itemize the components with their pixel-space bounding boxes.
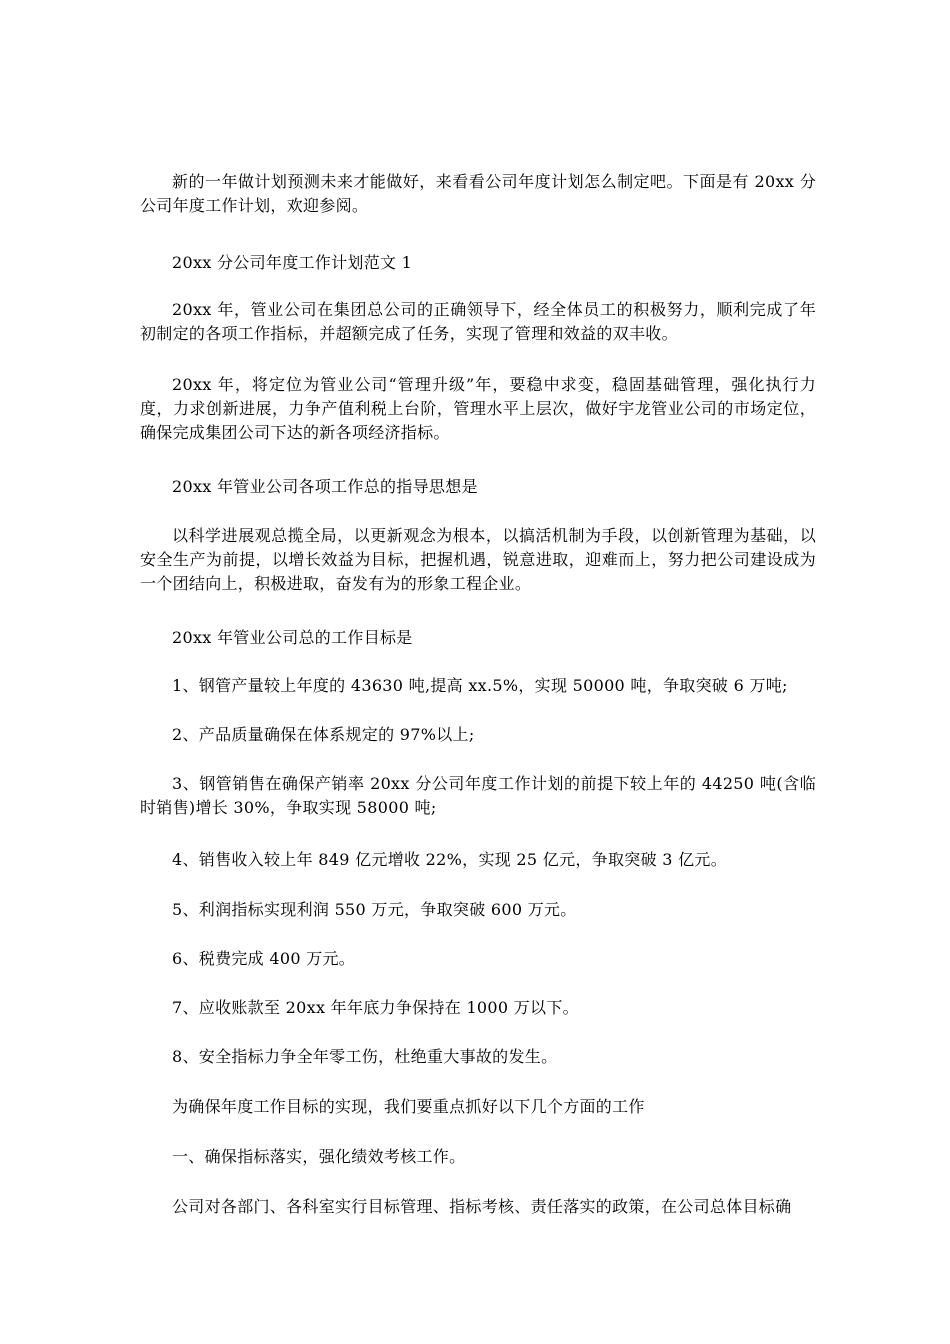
- intro-paragraph: 新的一年做计划预测未来才能做好，来看看公司年度计划怎么制定吧。下面是有 20xx 分公司年度工作计划，欢迎参阅。: [140, 172, 816, 215]
- list-item: 3、钢管销售在确保产销率 20xx 分公司年度工作计划的前提下较上年的 44250 吨(含临时销售)增长 30%，争取实现 58000 吨;: [140, 774, 816, 817]
- body-paragraph: 20xx 年，将定位为管业公司“管理升级”年，要稳中求变，稳固基础管理，强化执行力度，力求创新进展，力争产值利税上台阶，管理水平上层次，做好宇龙管业公司的市场定位，确保完成集团公司下达的新各项经济指标。: [140, 375, 816, 442]
- list-item: 8、安全指标力争全年零工伤，杜绝重大事故的发生。: [172, 1047, 558, 1066]
- body-paragraph: 公司对各部门、各科室实行目标管理、指标考核、责任落实的政策，在公司总体目标确: [172, 1197, 792, 1216]
- list-item: 2、产品质量确保在体系规定的 97%以上;: [172, 725, 475, 744]
- list-item: 5、利润指标实现利润 550 万元，争取突破 600 万元。: [172, 900, 577, 919]
- subheading: 一、确保指标落实，强化绩效考核工作。: [172, 1147, 466, 1166]
- subheading: 为确保年度工作目标的实现，我们要重点抓好以下几个方面的工作: [172, 1097, 645, 1116]
- list-item: 1、钢管产量较上年度的 43630 吨,提高 xx.5%，实现 50000 吨，争取突破 6 万吨;: [172, 676, 788, 695]
- list-item: 6、税费完成 400 万元。: [172, 949, 356, 968]
- subheading: 20xx 年管业公司各项工作总的指导思想是: [172, 477, 478, 496]
- list-item: 7、应收账款至 20xx 年年底力争保持在 1000 万以下。: [172, 998, 579, 1017]
- section-heading: 20xx 分公司年度工作计划范文 1: [172, 253, 413, 272]
- subheading: 20xx 年管业公司总的工作目标是: [172, 628, 413, 647]
- body-paragraph: 以科学进展观总揽全局，以更新观念为根本，以搞活机制为手段，以创新管理为基础，以安全生产为前提，以增长效益为目标，把握机遇，锐意进取，迎难而上，努力把公司建设成为一个团结向上，积极进取，奋发有为的形象工程企业。: [140, 526, 816, 593]
- list-item: 4、销售收入较上年 849 亿元增收 22%，实现 25 亿元，争取突破 3 亿元。: [172, 850, 728, 869]
- body-paragraph: 20xx 年，管业公司在集团总公司的正确领导下，经全体员工的积极努力，顺利完成了年初制定的各项工作指标，并超额完成了任务，实现了管理和效益的双丰收。: [140, 300, 816, 343]
